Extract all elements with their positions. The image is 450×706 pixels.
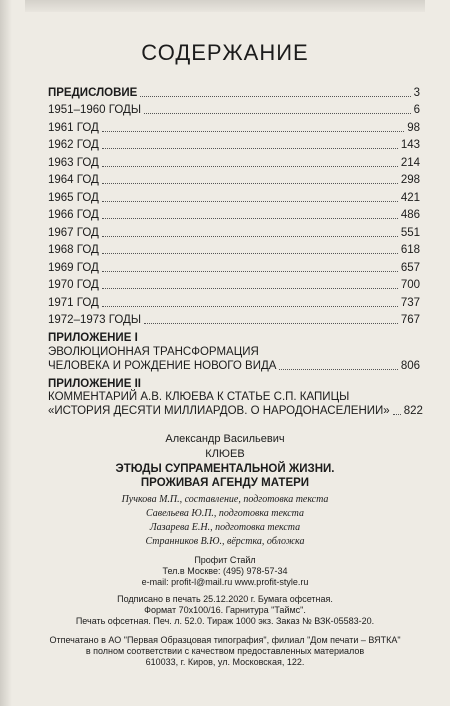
toc-row xyxy=(48,100,420,118)
staff-line: Странников В.Ю., вёрстка, обложка xyxy=(145,536,305,547)
dot-leader xyxy=(102,201,398,202)
toc-entry-label: ПРЕДИСЛОВИЕ xyxy=(48,86,138,99)
dot-leader xyxy=(102,166,398,167)
imprint-line: Печать офсетная. Печ. л. 52.0. Тираж 1000 экз. Заказ № ВЗК-05583-20. xyxy=(75,616,375,626)
toc-entry-label: 1964 ГОД xyxy=(48,174,99,186)
toc-entry-page: 98 xyxy=(407,121,420,134)
toc-entry-page: 6 xyxy=(413,104,420,116)
appendix-1-page: 806 xyxy=(400,359,420,372)
author-name: Александр Васильевич xyxy=(165,433,285,445)
dot-leader xyxy=(102,131,404,132)
toc-entry-page: 143 xyxy=(400,139,420,151)
book-title xyxy=(0,462,450,490)
toc-entry-label: 1951–1960 ГОДЫ xyxy=(48,104,141,116)
imprint-info xyxy=(0,594,450,627)
toc-row xyxy=(48,275,420,293)
printer-line: в полном соответствии с качеством предоставленных материалов xyxy=(85,646,365,656)
toc-entry-page: 3 xyxy=(413,86,420,99)
appendix-1-entry xyxy=(48,332,420,373)
publisher-name: Профит Стайл xyxy=(194,555,256,565)
toc-entry-label: 1969 ГОД xyxy=(48,261,99,274)
toc-row xyxy=(48,222,420,240)
toc-row xyxy=(48,205,420,223)
toc-row xyxy=(48,152,420,170)
toc-entry-label: 1963 ГОД xyxy=(48,156,99,169)
toc-row xyxy=(48,257,420,275)
toc-entry-label: 1966 ГОД xyxy=(48,209,99,221)
dot-leader xyxy=(279,369,397,370)
appendix-1-title-line-2: ЧЕЛОВЕКА И РОЖДЕНИЕ НОВОГО ВИДА xyxy=(48,359,277,372)
dot-leader xyxy=(102,288,398,289)
toc-row xyxy=(48,117,420,135)
staff-line: Лазарева Е.Н., подготовка текста xyxy=(149,522,301,533)
toc-entry-label: 1965 ГОД xyxy=(48,191,99,204)
toc-entry-label: 1972–1973 ГОДЫ xyxy=(48,314,141,326)
toc-entry-page: 298 xyxy=(400,174,420,186)
publisher-phone: Тел.в Москве: (495) 978-57-34 xyxy=(162,566,288,576)
toc-row xyxy=(48,187,420,205)
dot-leader xyxy=(102,148,398,149)
book-title-line-2: ПРОЖИВАЯ АГЕНДУ МАТЕРИ xyxy=(140,477,310,489)
toc-entry-label: 1968 ГОД xyxy=(48,244,99,256)
toc-entry-label: 1967 ГОД xyxy=(48,226,99,239)
printer-line: Отпечатано в АО "Первая Образцовая типография", филиал "Дом печати – ВЯТКА" xyxy=(49,635,401,645)
dot-leader xyxy=(102,306,398,307)
dot-leader xyxy=(144,113,411,114)
dot-leader xyxy=(102,253,398,254)
toc-entry-page: 618 xyxy=(400,244,420,256)
toc-entry-page: 551 xyxy=(400,226,420,239)
imprint-line: Формат 70х100/16. Гарнитура "Таймс". xyxy=(144,605,306,615)
editorial-staff xyxy=(0,493,450,549)
appendix-2-title-line-2: «ИСТОРИЯ ДЕСЯТИ МИЛЛИАРДОВ. О НАРОДОНАСЕЛЕНИИ» xyxy=(48,405,390,417)
page-title: СОДЕРЖАНИЕ xyxy=(141,40,309,65)
appendix-2-title-row xyxy=(48,405,423,419)
toc-entry-page: 486 xyxy=(400,209,420,221)
printer-info xyxy=(0,635,450,668)
dot-leader xyxy=(102,218,398,219)
appendix-2-title-line-1: КОММЕНТАРИЙ А.В. КЛЮЕВА К СТАТЬЕ С.П. КАПИЦЫ xyxy=(48,391,350,403)
table-of-contents xyxy=(48,82,423,418)
publisher-contacts: e-mail: profit-l@mail.ru www.profit-style.ru xyxy=(141,577,309,587)
toc-entry-label: 1961 ГОД xyxy=(48,121,99,134)
toc-entry-page: 767 xyxy=(400,314,420,326)
staff-line: Савельева Ю.П., подготовка текста xyxy=(146,508,304,519)
toc-row xyxy=(48,310,420,328)
toc-entry-page: 421 xyxy=(400,191,420,204)
previous-page-bleed xyxy=(25,0,425,12)
colophon xyxy=(0,433,450,668)
dot-leader xyxy=(393,414,401,415)
appendix-1-title-line-1: ЭВОЛЮЦИОННАЯ ТРАНСФОРМАЦИЯ xyxy=(48,345,259,358)
staff-line: Пучкова М.П., составление, подготовка текста xyxy=(121,494,329,505)
toc-entry-label: 1970 ГОД xyxy=(48,279,99,291)
toc-entry-page: 700 xyxy=(400,279,420,291)
dot-leader xyxy=(102,236,398,237)
toc-row xyxy=(48,82,420,100)
imprint-line: Подписано в печать 25.12.2020 г. Бумага офсетная. xyxy=(117,594,333,604)
toc-row xyxy=(48,135,420,153)
toc-row xyxy=(48,240,420,258)
toc-entry-page: 657 xyxy=(400,261,420,274)
appendix-2-page: 822 xyxy=(403,405,423,417)
toc-entry-label: 1971 ГОД xyxy=(48,296,99,309)
dot-leader xyxy=(140,96,410,97)
toc-entry-page: 737 xyxy=(400,296,420,309)
dot-leader xyxy=(102,271,398,272)
toc-row xyxy=(48,292,420,310)
toc-entry-label: 1962 ГОД xyxy=(48,139,99,151)
book-title-line-1: ЭТЮДЫ СУПРАМЕНТАЛЬНОЙ ЖИЗНИ. xyxy=(115,463,335,475)
appendix-1-heading: ПРИЛОЖЕНИЕ I xyxy=(48,332,138,344)
printer-line: 610033, г. Киров, ул. Московская, 122. xyxy=(145,657,305,667)
dot-leader xyxy=(144,323,398,324)
toc-entry-page: 214 xyxy=(400,156,420,169)
dot-leader xyxy=(102,183,398,184)
publisher-info xyxy=(0,555,450,588)
toc-row xyxy=(48,170,420,188)
author-surname: КЛЮЕВ xyxy=(205,448,245,460)
toc-entries xyxy=(48,82,420,327)
appendix-2-heading: ПРИЛОЖЕНИЕ II xyxy=(48,377,141,390)
appendix-2-entry xyxy=(48,377,423,419)
appendix-1-title-row xyxy=(48,359,420,373)
